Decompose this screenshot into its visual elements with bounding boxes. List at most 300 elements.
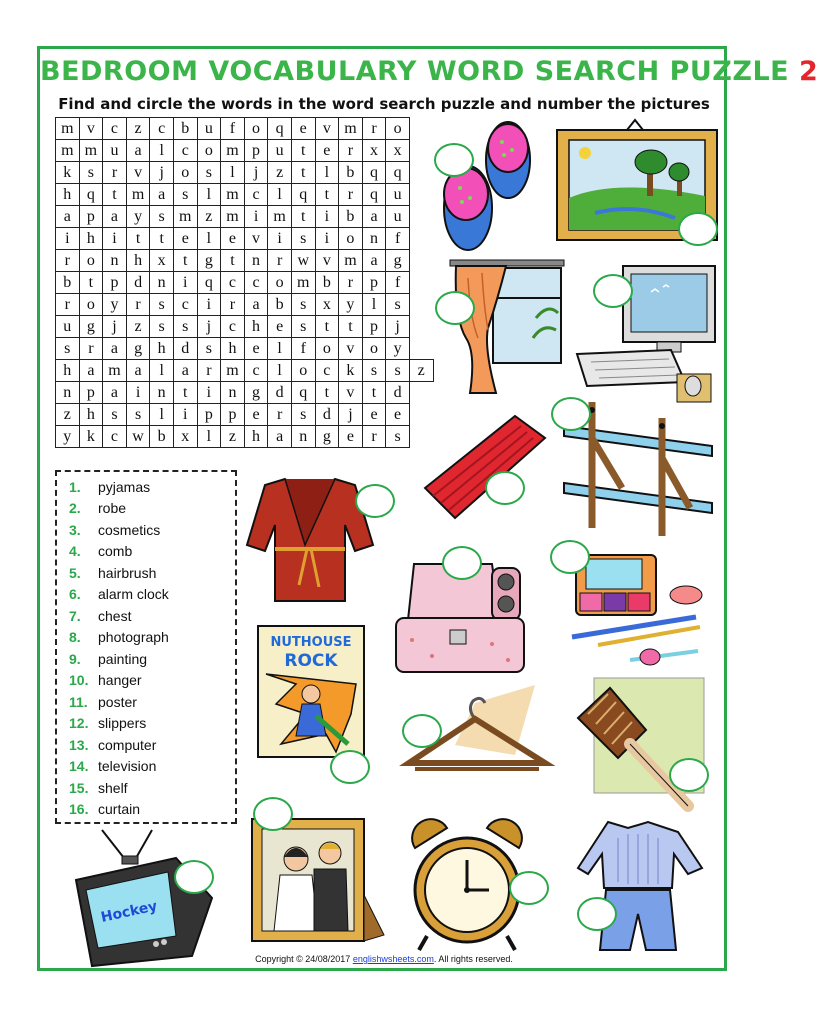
grid-letter[interactable]: t [315, 184, 339, 206]
grid-letter[interactable]: u [56, 316, 80, 338]
grid-letter[interactable]: l [268, 338, 292, 360]
grid-letter[interactable]: r [56, 294, 80, 316]
grid-letter[interactable]: j [339, 404, 363, 426]
word-list-item [69, 670, 169, 692]
grid-letter[interactable]: j [150, 162, 174, 184]
grid-letter[interactable]: j [244, 162, 268, 184]
slippers-picture [440, 120, 540, 255]
answer-circle-robe[interactable] [355, 484, 395, 518]
grid-letter[interactable]: d [386, 382, 410, 404]
word-number: 15. [69, 779, 89, 796]
grid-letter[interactable]: m [221, 140, 245, 162]
grid-letter[interactable]: y [126, 206, 150, 228]
grid-letter[interactable]: z [56, 404, 80, 426]
grid-letter[interactable]: d [315, 404, 339, 426]
grid-letter[interactable]: m [173, 206, 197, 228]
word-list-item [69, 498, 169, 520]
grid-letter[interactable]: u [268, 140, 292, 162]
grid-letter[interactable]: a [103, 338, 127, 360]
word-search-grid [55, 117, 434, 448]
grid-letter[interactable]: s [291, 294, 315, 316]
grid-letter[interactable]: t [315, 316, 339, 338]
grid-letter[interactable]: c [150, 118, 174, 140]
grid-letter[interactable]: x [150, 250, 174, 272]
grid-letter[interactable]: a [103, 382, 127, 404]
word-list-item [69, 605, 169, 627]
grid-letter[interactable]: i [197, 294, 221, 316]
curtain-picture [448, 258, 566, 398]
grid-row [56, 360, 434, 382]
answer-circle-cosmetics[interactable] [550, 540, 590, 574]
grid-letter[interactable]: a [56, 206, 80, 228]
answer-circle-chest[interactable] [442, 546, 482, 580]
grid-letter[interactable]: q [362, 162, 386, 184]
answer-circle-painting[interactable] [678, 212, 718, 246]
grid-letter[interactable]: m [56, 140, 80, 162]
grid-letter[interactable]: i [103, 228, 127, 250]
grid-letter[interactable]: d [268, 382, 292, 404]
grid-letter[interactable]: o [386, 118, 410, 140]
grid-letter[interactable]: r [339, 184, 363, 206]
word-text: poster [98, 693, 137, 710]
answer-circle-computer[interactable] [593, 274, 633, 308]
grid-letter[interactable]: z [126, 118, 150, 140]
grid-letter[interactable]: h [244, 316, 268, 338]
grid-row [56, 206, 434, 228]
grid-letter[interactable]: p [103, 272, 127, 294]
grid-letter[interactable]: h [150, 338, 174, 360]
word-number: 9. [69, 650, 81, 667]
poster-text-line1: NUTHOUSE [270, 635, 352, 650]
grid-letter[interactable]: q [197, 272, 221, 294]
grid-letter[interactable]: t [291, 162, 315, 184]
grid-letter[interactable]: a [362, 250, 386, 272]
grid-letter[interactable]: r [79, 338, 103, 360]
answer-circle-television[interactable] [174, 860, 214, 894]
word-list-item [69, 713, 169, 735]
grid-letter[interactable]: l [197, 426, 221, 448]
grid-letter[interactable]: s [150, 294, 174, 316]
grid-letter[interactable]: z [409, 360, 433, 382]
word-number: 10. [69, 672, 89, 689]
grid-letter[interactable]: w [291, 250, 315, 272]
grid-letter[interactable]: u [386, 206, 410, 228]
grid-letter[interactable]: m [221, 206, 245, 228]
word-text: curtain [98, 801, 141, 818]
grid-letter[interactable]: a [362, 206, 386, 228]
grid-letter[interactable]: b [315, 272, 339, 294]
grid-letter[interactable]: v [126, 162, 150, 184]
grid-letter[interactable]: h [244, 426, 268, 448]
grid-letter[interactable]: a [173, 360, 197, 382]
grid-letter[interactable]: o [339, 228, 363, 250]
grid-letter[interactable]: r [339, 140, 363, 162]
grid-letter[interactable]: f [386, 272, 410, 294]
grid-letter[interactable]: c [103, 426, 127, 448]
grid-letter[interactable]: c [103, 118, 127, 140]
grid-letter[interactable]: p [221, 404, 245, 426]
word-text: television [98, 758, 157, 775]
grid-letter[interactable]: f [386, 228, 410, 250]
grid-letter[interactable]: r [103, 162, 127, 184]
word-text: hanger [98, 672, 142, 689]
grid-letter[interactable]: p [362, 316, 386, 338]
grid-letter[interactable]: y [386, 338, 410, 360]
grid-letter[interactable]: z [197, 206, 221, 228]
word-list-item [69, 777, 169, 799]
grid-letter[interactable]: i [173, 404, 197, 426]
grid-letter[interactable]: z [268, 162, 292, 184]
grid-letter[interactable]: r [126, 294, 150, 316]
grid-letter[interactable]: h [79, 404, 103, 426]
grid-letter[interactable]: o [173, 162, 197, 184]
grid-letter[interactable]: u [386, 184, 410, 206]
grid-letter[interactable]: b [56, 272, 80, 294]
grid-row [56, 272, 434, 294]
grid-letter[interactable]: k [56, 162, 80, 184]
comb-picture [415, 408, 550, 523]
grid-letter[interactable]: l [150, 140, 174, 162]
grid-letter[interactable]: p [79, 206, 103, 228]
copyright-text: Copyright © 24/08/2017 [255, 954, 351, 964]
grid-letter[interactable]: o [362, 338, 386, 360]
copyright-rights: . All rights reserved. [433, 954, 513, 964]
grid-letter[interactable]: t [173, 250, 197, 272]
word-number: 7. [69, 607, 81, 624]
grid-letter[interactable]: e [221, 228, 245, 250]
grid-letter[interactable]: o [268, 272, 292, 294]
grid-letter[interactable]: p [79, 382, 103, 404]
grid-letter[interactable]: s [126, 404, 150, 426]
grid-letter[interactable]: i [315, 228, 339, 250]
grid-letter[interactable]: a [150, 184, 174, 206]
grid-letter[interactable]: i [173, 272, 197, 294]
grid-letter[interactable]: b [150, 426, 174, 448]
grid-letter[interactable]: e [339, 426, 363, 448]
grid-letter[interactable]: m [103, 360, 127, 382]
answer-circle-alarm-clock[interactable] [509, 871, 549, 905]
grid-letter[interactable]: a [244, 294, 268, 316]
grid-letter[interactable]: y [103, 294, 127, 316]
grid-letter[interactable]: o [79, 250, 103, 272]
grid-letter[interactable]: e [386, 404, 410, 426]
grid-letter[interactable]: k [79, 426, 103, 448]
grid-letter[interactable]: z [126, 316, 150, 338]
tv-text: Hockey [99, 898, 159, 926]
grid-letter[interactable]: n [150, 382, 174, 404]
grid-letter[interactable]: s [386, 294, 410, 316]
grid-letter[interactable]: h [126, 250, 150, 272]
grid-letter[interactable]: s [150, 206, 174, 228]
grid-letter[interactable]: t [103, 184, 127, 206]
grid-letter[interactable]: d [126, 272, 150, 294]
grid-letter[interactable]: r [197, 360, 221, 382]
answer-circle-hairbrush[interactable] [669, 758, 709, 792]
answer-circle-comb[interactable] [485, 471, 525, 505]
grid-letter[interactable]: r [339, 272, 363, 294]
grid-letter[interactable]: e [268, 316, 292, 338]
television-picture [72, 828, 217, 968]
grid-letter[interactable]: s [291, 404, 315, 426]
grid-letter[interactable]: c [244, 184, 268, 206]
grid-letter[interactable]: s [56, 338, 80, 360]
copyright-link[interactable]: englishwsheets.com [352, 954, 434, 964]
answer-circle-slippers[interactable] [434, 143, 474, 177]
word-text: cosmetics [98, 521, 161, 538]
grid-letter[interactable]: p [197, 404, 221, 426]
grid-letter[interactable]: c [173, 140, 197, 162]
grid-letter[interactable]: a [126, 360, 150, 382]
grid-letter[interactable]: i [56, 228, 80, 250]
word-text: slippers [98, 715, 147, 732]
grid-letter[interactable]: u [103, 140, 127, 162]
grid-letter[interactable]: t [79, 272, 103, 294]
grid-letter[interactable]: c [221, 316, 245, 338]
word-list-item [69, 648, 169, 670]
word-text: painting [98, 650, 148, 667]
grid-letter[interactable]: i [244, 206, 268, 228]
grid-letter[interactable]: i [315, 206, 339, 228]
grid-letter[interactable]: m [56, 118, 80, 140]
grid-letter[interactable]: p [362, 272, 386, 294]
grid-letter[interactable]: c [173, 294, 197, 316]
grid-letter[interactable]: q [79, 184, 103, 206]
grid-letter[interactable]: n [103, 250, 127, 272]
grid-letter[interactable]: l [362, 294, 386, 316]
answer-circle-hanger[interactable] [402, 714, 442, 748]
word-list-item [69, 756, 169, 778]
grid-letter[interactable]: b [339, 206, 363, 228]
answer-circle-pyjamas[interactable] [577, 897, 617, 931]
grid-letter[interactable]: o [291, 360, 315, 382]
grid-letter[interactable]: m [291, 272, 315, 294]
grid-letter[interactable]: r [268, 250, 292, 272]
grid-letter[interactable]: k [339, 360, 363, 382]
grid-letter[interactable]: e [315, 140, 339, 162]
grid-letter[interactable]: t [339, 316, 363, 338]
grid-letter[interactable]: m [79, 140, 103, 162]
grid-letter[interactable]: o [197, 140, 221, 162]
grid-letter[interactable]: t [221, 250, 245, 272]
grid-row [56, 184, 434, 206]
grid-letter[interactable]: m [339, 118, 363, 140]
grid-letter[interactable]: v [315, 118, 339, 140]
grid-letter[interactable]: l [221, 162, 245, 184]
grid-letter[interactable]: m [339, 250, 363, 272]
grid-letter[interactable]: t [291, 206, 315, 228]
grid-letter[interactable]: o [244, 118, 268, 140]
grid-row [56, 118, 434, 140]
grid-letter[interactable]: q [291, 184, 315, 206]
grid-letter[interactable]: p [244, 140, 268, 162]
word-list-item [69, 519, 169, 541]
grid-letter[interactable]: l [268, 184, 292, 206]
grid-letter[interactable]: y [339, 294, 363, 316]
grid-letter[interactable]: s [79, 162, 103, 184]
grid-letter[interactable]: i [126, 382, 150, 404]
photograph-picture [248, 815, 388, 945]
word-text: computer [98, 736, 157, 753]
word-number: 14. [69, 758, 89, 775]
word-list-item [69, 562, 169, 584]
word-text: chest [98, 607, 132, 624]
grid-letter[interactable]: t [291, 140, 315, 162]
grid-letter[interactable]: v [244, 228, 268, 250]
grid-letter[interactable]: y [56, 426, 80, 448]
grid-letter[interactable]: o [315, 338, 339, 360]
answer-circle-photograph[interactable] [253, 797, 293, 831]
grid-row [56, 162, 434, 184]
grid-letter[interactable]: e [291, 118, 315, 140]
grid-letter[interactable]: n [150, 272, 174, 294]
grid-letter[interactable]: t [126, 228, 150, 250]
grid-letter[interactable]: i [197, 382, 221, 404]
grid-letter[interactable]: a [268, 426, 292, 448]
grid-letter[interactable]: x [362, 140, 386, 162]
grid-letter[interactable]: e [362, 404, 386, 426]
grid-letter[interactable]: h [221, 338, 245, 360]
grid-row [56, 250, 434, 272]
grid-row [56, 228, 434, 250]
grid-letter[interactable]: n [221, 382, 245, 404]
grid-letter[interactable]: s [150, 316, 174, 338]
grid-letter[interactable]: c [244, 272, 268, 294]
grid-letter[interactable]: v [315, 250, 339, 272]
grid-letter[interactable]: m [221, 184, 245, 206]
grid-letter[interactable]: c [244, 360, 268, 382]
grid-letter[interactable]: g [79, 316, 103, 338]
grid-letter[interactable]: x [315, 294, 339, 316]
grid-letter[interactable]: j [103, 316, 127, 338]
grid-letter[interactable]: g [126, 338, 150, 360]
answer-circle-curtain[interactable] [435, 291, 475, 325]
grid-letter[interactable]: l [268, 360, 292, 382]
grid-letter[interactable]: a [79, 360, 103, 382]
grid-letter[interactable]: r [362, 426, 386, 448]
grid-letter[interactable]: t [315, 382, 339, 404]
grid-letter[interactable]: n [362, 228, 386, 250]
grid-letter[interactable]: s [362, 360, 386, 382]
grid-letter[interactable]: g [197, 250, 221, 272]
grid-letter[interactable]: s [386, 426, 410, 448]
grid-letter[interactable]: m [268, 206, 292, 228]
word-list-item [69, 476, 169, 498]
grid-letter[interactable]: b [339, 162, 363, 184]
grid-letter[interactable]: r [268, 404, 292, 426]
grid-letter[interactable]: r [56, 250, 80, 272]
grid-letter[interactable]: v [79, 118, 103, 140]
grid-letter[interactable]: t [362, 382, 386, 404]
grid-letter[interactable]: e [244, 404, 268, 426]
answer-circle-poster[interactable] [330, 750, 370, 784]
grid-letter[interactable]: f [291, 338, 315, 360]
word-number: 16. [69, 801, 89, 818]
grid-letter[interactable]: v [339, 382, 363, 404]
grid-letter[interactable]: j [197, 316, 221, 338]
grid-letter[interactable]: e [173, 228, 197, 250]
grid-letter[interactable]: s [173, 184, 197, 206]
grid-letter[interactable]: m [126, 184, 150, 206]
grid-letter[interactable]: s [197, 162, 221, 184]
grid-letter[interactable]: a [103, 206, 127, 228]
grid-letter[interactable]: w [126, 426, 150, 448]
grid-letter[interactable]: v [339, 338, 363, 360]
grid-letter[interactable]: l [197, 184, 221, 206]
word-number: 6. [69, 586, 81, 603]
grid-letter[interactable]: a [126, 140, 150, 162]
grid-letter[interactable]: q [291, 382, 315, 404]
grid-letter[interactable]: t [173, 382, 197, 404]
grid-letter[interactable]: c [315, 360, 339, 382]
grid-letter[interactable]: l [150, 404, 174, 426]
word-number: 4. [69, 543, 81, 560]
word-number: 3. [69, 521, 81, 538]
grid-letter[interactable]: n [244, 250, 268, 272]
grid-letter[interactable]: b [268, 294, 292, 316]
grid-letter[interactable]: g [386, 250, 410, 272]
word-list-item [69, 584, 169, 606]
grid-letter[interactable]: s [197, 338, 221, 360]
grid-letter[interactable]: e [244, 338, 268, 360]
grid-letter[interactable]: h [56, 360, 80, 382]
grid-letter[interactable]: q [268, 118, 292, 140]
title-number: 2 [799, 56, 818, 87]
grid-letter[interactable]: h [79, 228, 103, 250]
grid-letter[interactable]: l [150, 360, 174, 382]
grid-letter[interactable]: x [173, 426, 197, 448]
grid-letter[interactable]: u [197, 118, 221, 140]
grid-letter[interactable]: n [291, 426, 315, 448]
grid-letter[interactable]: o [79, 294, 103, 316]
grid-letter[interactable]: b [173, 118, 197, 140]
grid-letter[interactable]: m [221, 360, 245, 382]
copyright-notice [40, 954, 728, 964]
grid-letter[interactable]: g [244, 382, 268, 404]
grid-row [56, 316, 434, 338]
answer-circle-shelf[interactable] [551, 397, 591, 431]
word-number: 5. [69, 564, 81, 581]
grid-letter[interactable]: z [221, 426, 245, 448]
grid-letter[interactable]: g [315, 426, 339, 448]
grid-letter[interactable]: d [173, 338, 197, 360]
grid-row [56, 382, 434, 404]
grid-letter[interactable]: f [221, 118, 245, 140]
grid-letter[interactable]: s [173, 316, 197, 338]
grid-letter[interactable]: x [386, 140, 410, 162]
grid-row [56, 404, 434, 426]
grid-letter[interactable]: h [56, 184, 80, 206]
grid-letter[interactable]: r [221, 294, 245, 316]
grid-letter[interactable]: l [197, 228, 221, 250]
grid-letter[interactable]: s [103, 404, 127, 426]
word-text: comb [98, 543, 133, 560]
grid-letter[interactable]: q [362, 184, 386, 206]
word-text: robe [98, 500, 127, 517]
grid-letter[interactable]: s [291, 316, 315, 338]
grid-letter[interactable]: q [386, 162, 410, 184]
grid-letter[interactable]: j [386, 316, 410, 338]
grid-letter[interactable]: s [386, 360, 410, 382]
grid-letter[interactable]: r [362, 118, 386, 140]
grid-letter[interactable]: n [56, 382, 80, 404]
grid-letter[interactable]: s [291, 228, 315, 250]
grid-letter[interactable]: l [315, 162, 339, 184]
word-number: 12. [69, 715, 89, 732]
grid-letter[interactable]: t [150, 228, 174, 250]
word-number: 1. [69, 478, 81, 495]
grid-letter[interactable]: i [268, 228, 292, 250]
grid-letter[interactable]: c [221, 272, 245, 294]
